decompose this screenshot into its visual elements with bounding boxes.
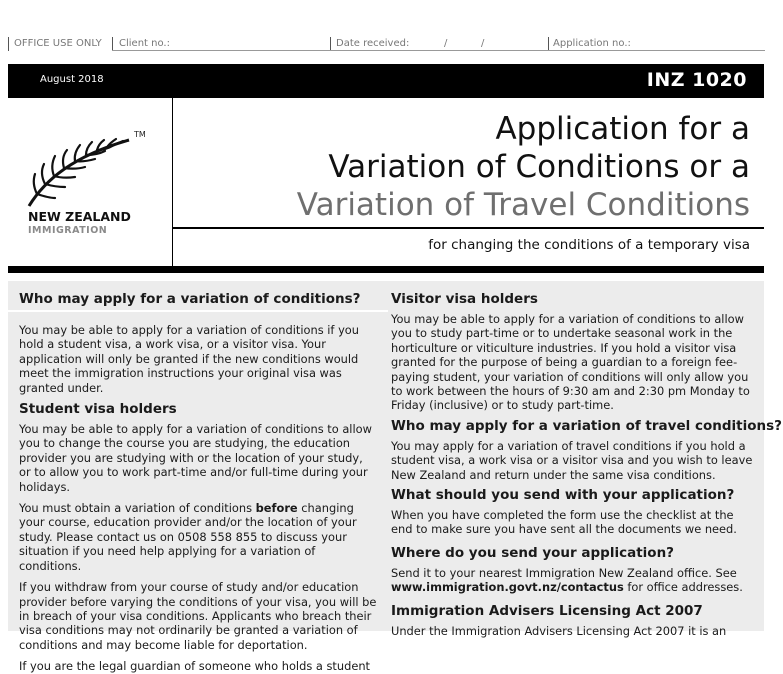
- application-no-label: Application no.:: [553, 38, 631, 49]
- paragraph-student-2: [19, 501, 377, 573]
- application-no-field[interactable]: [548, 50, 765, 51]
- paragraph-student-1: You may be able to apply for a variation of conditions to allow you to change the course you are studying, the education provider you are studying with or the location of your study, or to allow you to work part-time and/or full-time during your holidays.: [19, 422, 372, 494]
- title-underline: [172, 227, 764, 229]
- form-header: [8, 98, 764, 266]
- logo-text-immigration: IMMIGRATION: [28, 225, 108, 236]
- office-use-label: OFFICE USE ONLY: [14, 38, 102, 49]
- header-bottom-bar: [8, 266, 764, 273]
- paragraph-who-may-apply: You may be able to apply for a variation of conditions if you hold a student visa, a work visa, or a visitor visa. Your application will only be granted if the new conditions would meet the immigration instructions your original visa was granted under.: [19, 323, 359, 395]
- form-date: August 2018: [40, 74, 104, 85]
- paragraph-travel: You may apply for a variation of travel conditions if you hold a student visa, a work visa or a visitor visa and you wish to leave New Zealand and return under the same visa conditions.: [391, 438, 753, 482]
- paragraph-where-to-send: [391, 566, 756, 595]
- paragraph-student-3: If you withdraw from your course of study and/or education provider before varying the conditions of your visa, you will be in breach of your visa conditions. Applicants who breach their visa conditions may not ordinarily be granted a variation of conditions and may become liable for deportation.: [19, 580, 377, 652]
- form-number: INZ 1020: [646, 69, 747, 91]
- contact-us-link[interactable]: www.immigration.govt.nz/contactus: [391, 580, 624, 595]
- heading-where-to-send: Where do you send your application?: [391, 544, 675, 561]
- logo-text-new-zealand: NEW ZEALAND: [28, 209, 131, 224]
- title-line-3: Variation of Travel Conditions: [296, 187, 750, 223]
- instructions-section: [8, 281, 782, 674]
- paragraph-student-4: If you are the legal guardian of someone who holds a student: [19, 659, 371, 674]
- date-received-label: Date received:: [336, 38, 410, 49]
- heading-who-may-apply: Who may apply for a variation of conditions?: [19, 291, 361, 307]
- client-no-field[interactable]: [112, 50, 330, 51]
- title-line-1: Application for a: [495, 111, 750, 147]
- divider: [330, 37, 331, 51]
- heading-student-visa-holders: Student visa holders: [19, 401, 177, 418]
- page-title: [297, 110, 750, 224]
- paragraph-what-to-send: When you have completed the form use the checklist at the end to make sure you have sent all the documents we need.: [391, 508, 737, 537]
- title-line-2: Variation of Conditions or a: [328, 149, 750, 185]
- text-run: for office addresses.: [623, 580, 743, 595]
- heading-visitor-visa-holders: Visitor visa holders: [391, 291, 538, 307]
- silver-fern-icon: [25, 132, 137, 210]
- heading-what-to-send: What should you send with your application?: [391, 487, 735, 504]
- date-received-field[interactable]: [330, 50, 548, 51]
- heading-travel-conditions: Who may apply for a variation of travel conditions?: [391, 417, 782, 434]
- left-column: [19, 281, 377, 674]
- date-slash: /: [481, 38, 485, 49]
- text-run: changing your course, education provider and/or the location of your study. Please contact us on 0508 558 855 to discuss your situation if you need help applying for a variation of conditions.: [19, 501, 357, 573]
- text-run: Send it to your nearest Immigration New Zealand office. See: [391, 565, 737, 580]
- page-subtitle: for changing the conditions of a temporary visa: [428, 237, 750, 253]
- heading-advisers-act: Immigration Advisers Licensing Act 2007: [391, 602, 703, 619]
- date-slash: /: [444, 38, 448, 49]
- divider: [548, 37, 549, 51]
- paragraph-advisers-act: Under the Immigration Advisers Licensing Act 2007 it is an: [391, 623, 727, 638]
- immigration-logo: [25, 130, 165, 240]
- emphasis-before: before: [255, 501, 298, 516]
- divider: [112, 37, 113, 51]
- client-no-label: Client no.:: [119, 38, 170, 49]
- header-divider: [172, 98, 173, 266]
- top-bar: [8, 64, 764, 98]
- right-column: [391, 281, 782, 638]
- divider: [8, 37, 9, 51]
- text-run: You must obtain a variation of conditions: [19, 501, 256, 516]
- paragraph-visitor: You may be able to apply for a variation of conditions to allow you to study part-time or to undertake seasonal work in the horticulture or viticulture industries. If you hold a visitor visa granted for the purpose of being a guardian to a foreign fee-paying student, your variation of conditions will only allow you to work between the hours of 9:30 am and 2:30 pm Monday to Friday (inclusive) or to study part-time.: [391, 312, 750, 413]
- trademark-mark: TM: [134, 130, 146, 139]
- office-use-strip: [8, 37, 765, 51]
